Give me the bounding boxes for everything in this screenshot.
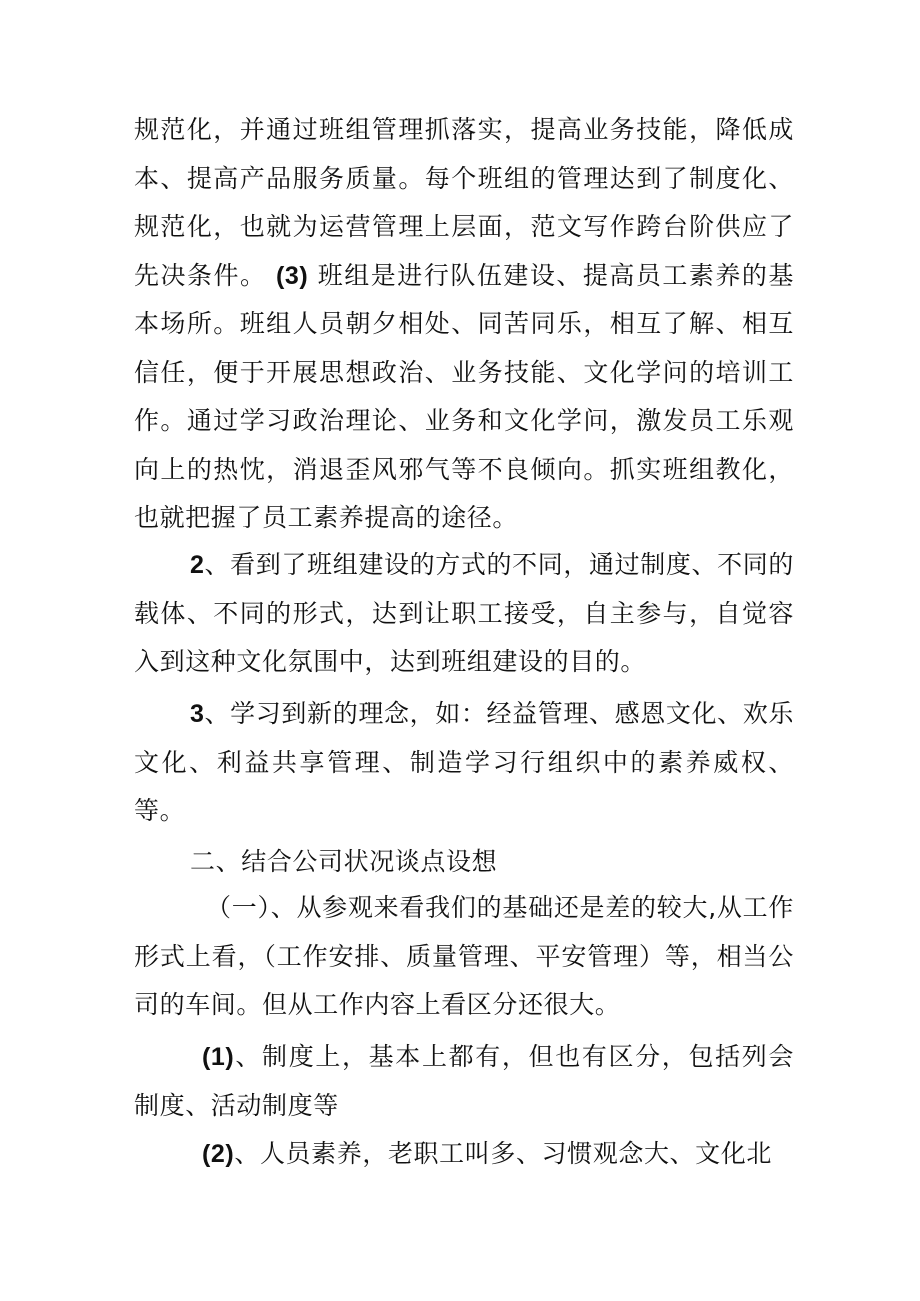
paragraph-text: 、看到了班组建设的方式的不同，通过制度、不同的载体、不同的形式，达到让职工接受，自主参与，自觉容入到这种文化氛围中，达到班组建设的目的。 [134, 550, 794, 676]
heading-text: 二、结合公司状况谈点设想 [190, 847, 498, 876]
paragraph-text: 、制度上，基本上都有，但也有区分，包括列会制度、活动制度等 [134, 1042, 794, 1120]
paragraph-text: （一）、从参观来看我们的基础还是差的较大,从工作形式上看，（工作安排、质量管理、平安管理）等，相当公司的车间。但从工作内容上看区分还很大。 [134, 893, 794, 1019]
item-number: 3 [190, 700, 205, 728]
paragraph-item-1 [134, 1033, 794, 1130]
paragraph-team-management [134, 106, 794, 543]
paragraph-item-2 [134, 1130, 794, 1179]
item-number: (2) [202, 1140, 235, 1168]
paragraph-point-2 [134, 541, 794, 687]
item-number: (3) [275, 261, 309, 290]
paragraph-text: 规范化，并通过班组管理抓落实，提高业务技能，降低成本、提高产品服务质量。每个班组的管理达到了制度化、规范化，也就为运营管理上层面，范文写作跨台阶供应了先决条件。 [134, 115, 794, 290]
paragraph-text: 班组是进行队伍建设、提高员工素养的基本场所。班组人员朝夕相处、同苦同乐，相互了解、相互信任，便于开展思想政治、业务技能、文化学问的培训工作。通过学习政治理论、业务和文化学问，激发员工乐观向上的热忱，消退歪风邪气等不良倾向。抓实班组教化，也就把握了员工素养提高的途径。 [134, 260, 794, 532]
item-number: 2 [190, 551, 205, 579]
paragraph-subsection-1 [134, 884, 794, 1030]
paragraph-point-3 [134, 690, 794, 836]
item-number: (1) [202, 1043, 235, 1071]
section-heading [134, 838, 794, 887]
paragraph-text: 、学习到新的理念，如：经益管理、感恩文化、欢乐文化、利益共享管理、制造学习行组织中的素养威权、等。 [134, 699, 794, 825]
paragraph-text: 、人员素养，老职工叫多、习惯观念大、文化北 [234, 1139, 772, 1168]
